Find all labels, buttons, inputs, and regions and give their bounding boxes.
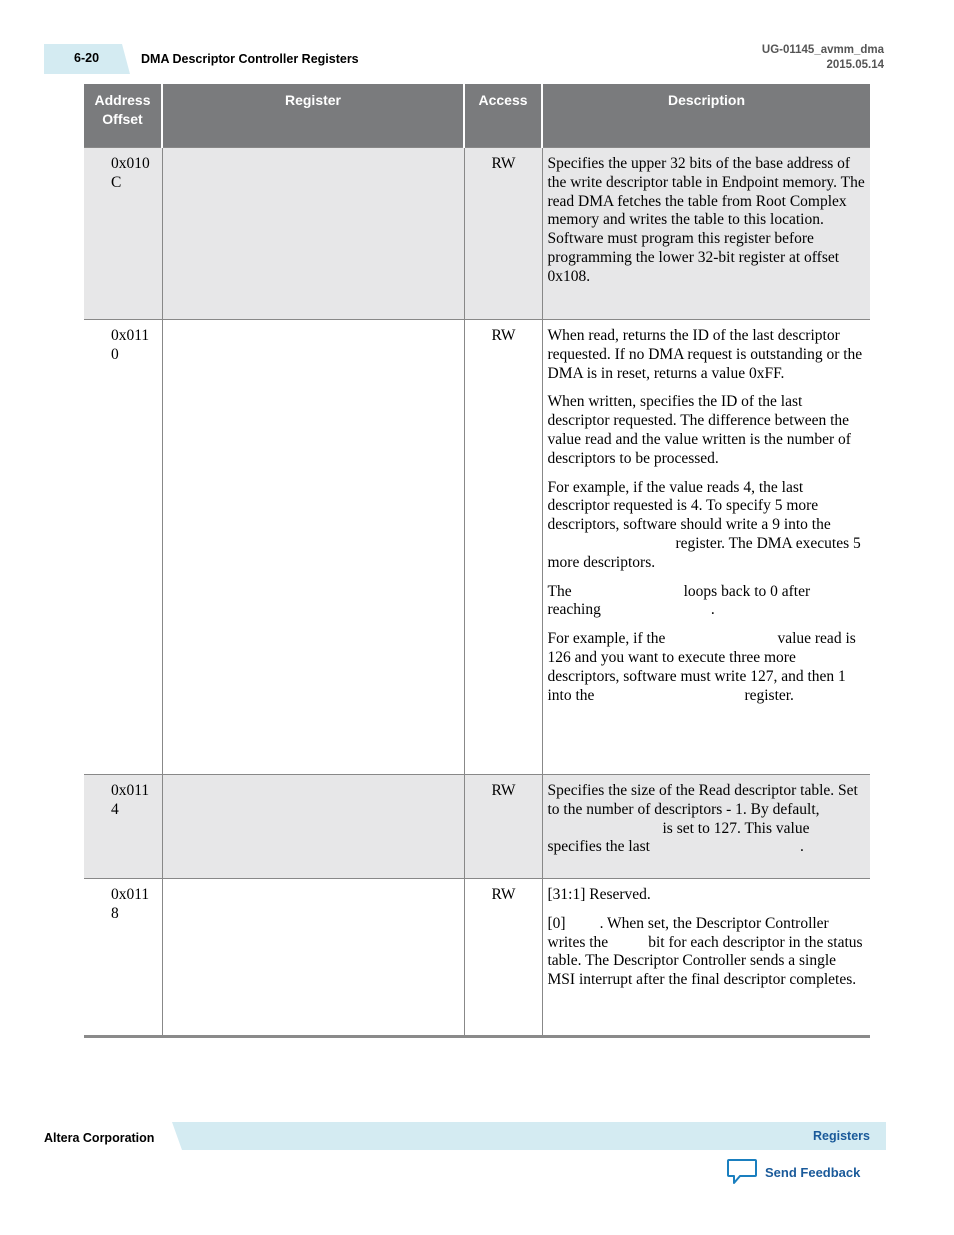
offset-cell: 0x011 4 xyxy=(84,775,162,879)
document-date: 2015.05.14 xyxy=(826,59,884,71)
access-cell: RW xyxy=(464,879,542,1037)
description-cell: When read, returns the ID of the last descriptor requested. If no DMA request is outstanding or the DMA is in reset, returns a value 0xFF. When written, specifies the ID of the last descriptor requested. The difference between the value read and the value written is the number of descriptors to be processed. For example, if the value reads 4, the last descriptor requested is 4. To specify 5 more descriptors, software should write a 9 into theregister. The DMA executes 5 more descriptors. The loops back to 0 after reaching . For example, if the value read is 126 and you want to execute three more descriptors, software must write 127, and then 1 into the register. xyxy=(542,320,870,775)
register-table xyxy=(84,84,870,1038)
description-cell: Specifies the size of the Read descriptor table. Set to the number of descriptors - 1. By default,is set to 127. This value specifies the last . xyxy=(542,775,870,879)
table-header-row xyxy=(84,84,870,148)
column-header-access: Access xyxy=(464,84,542,148)
table-row xyxy=(84,148,870,320)
access-cell: RW xyxy=(464,320,542,775)
access-cell: RW xyxy=(464,775,542,879)
table-row xyxy=(84,775,870,879)
document-info xyxy=(762,43,884,73)
column-header-register: Register xyxy=(162,84,464,148)
send-feedback-label: Send Feedback xyxy=(765,1164,861,1180)
description-cell: Specifies the upper 32 bits of the base address of the write descriptor table in Endpoint memory. The read DMA fetches the table from Root Complex memory and writes the table to this location. Software must program this register before programming the lower 32-bit register at offset 0x108. xyxy=(542,148,870,320)
footer-band xyxy=(172,1122,886,1150)
send-feedback-link[interactable] xyxy=(726,1158,860,1186)
register-cell xyxy=(162,320,464,775)
speech-bubble-icon xyxy=(726,1158,758,1186)
section-title: DMA Descriptor Controller Registers xyxy=(141,52,359,66)
document-id: UG-01145_avmm_dma xyxy=(761,44,884,56)
table-row xyxy=(84,879,870,1037)
register-cell xyxy=(162,879,464,1037)
offset-cell: 0x010 C xyxy=(84,148,162,320)
column-header-description: Description xyxy=(542,84,870,148)
table-row xyxy=(84,320,870,775)
offset-cell: 0x011 0 xyxy=(84,320,162,775)
company-name: Altera Corporation xyxy=(44,1131,155,1145)
access-cell: RW xyxy=(464,148,542,320)
offset-cell: 0x011 8 xyxy=(84,879,162,1037)
register-cell xyxy=(162,148,464,320)
column-header-offset: Address Offset xyxy=(84,84,162,148)
description-cell: [31:1] Reserved. [0] . When set, the Descriptor Controller writes the bit for each descriptor in the status table. The Descriptor Controller sends a single MSI interrupt after the final descriptor completes. xyxy=(542,879,870,1037)
chapter-link[interactable]: Registers xyxy=(813,1129,870,1143)
page-number: 6-20 xyxy=(74,51,100,65)
register-cell xyxy=(162,775,464,879)
